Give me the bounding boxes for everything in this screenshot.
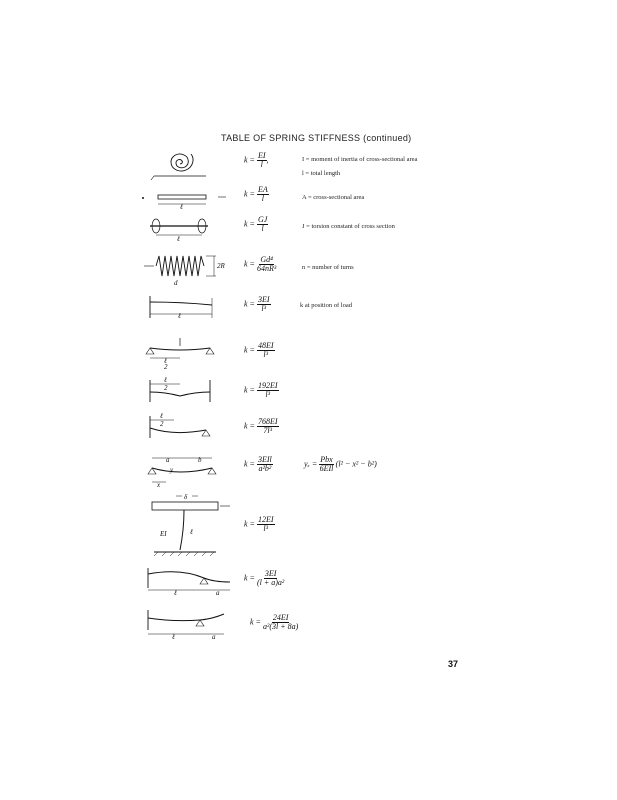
x-label: x (157, 481, 161, 489)
fraction (257, 418, 279, 436)
numerator: 12EI (257, 515, 274, 524)
overhang-figure (144, 566, 224, 598)
k-lhs: k = (244, 155, 255, 165)
numerator: 768EI (257, 417, 278, 426)
k-formula (244, 152, 269, 170)
note-area: A = cross-sectional area (302, 194, 365, 201)
page-number: 37 (448, 659, 459, 669)
axial-rod-icon (140, 188, 230, 210)
length-label: ℓ (174, 589, 177, 597)
offset-load-beam-icon (144, 452, 224, 488)
fraction (257, 256, 276, 274)
guided-column-figure (140, 494, 220, 558)
k-formula (244, 570, 284, 588)
length-label: ℓ (190, 528, 193, 536)
k-formula (244, 296, 271, 314)
denominator: l³ (263, 524, 269, 534)
denominator: 64nR³ (256, 264, 277, 274)
k-lhs: k = (244, 299, 255, 309)
half-label: 2 (164, 363, 168, 371)
a-label: a (212, 633, 216, 641)
simply-supported-beam-icon (144, 338, 218, 370)
guided-column-icon (140, 494, 232, 558)
note-inertia: I = moment of inertia of cross-sectional area (302, 156, 418, 163)
wire-diameter-label: d (174, 279, 178, 287)
numerator: 192EI (257, 381, 278, 390)
k-lhs: k = (244, 459, 255, 469)
cantilever-figure (144, 296, 224, 324)
length-label: ℓ (177, 235, 180, 243)
note-length: l = total length (302, 170, 341, 177)
k-lhs: k = (244, 189, 255, 199)
k-lhs: k = (244, 573, 255, 583)
simply-supported-figure (144, 338, 224, 370)
denominator: l (260, 160, 263, 170)
k-formula (244, 256, 276, 274)
numerator: Gd⁴ (260, 255, 273, 264)
offset-load-figure (144, 452, 224, 488)
length-label: ℓ (172, 633, 175, 641)
cantilever-beam-icon (144, 296, 218, 324)
fixed-pinned-figure (144, 412, 224, 442)
denominator: a²b² (258, 464, 272, 474)
fraction (257, 516, 275, 534)
fraction (319, 456, 333, 474)
denominator: 7l³ (263, 426, 273, 436)
propped-overhang-figure (144, 608, 224, 642)
k-formula (250, 614, 298, 632)
fraction (257, 186, 269, 204)
spiral-spring-icon (150, 146, 210, 182)
delta-label: δ (184, 493, 188, 501)
k-formula (244, 456, 273, 474)
deflection-tail: (l² − x² − b²) (335, 459, 377, 469)
b-label: b (198, 456, 202, 464)
radius-label: 2R (217, 262, 225, 270)
numerator: Pbx (320, 455, 333, 464)
numerator: 3EI (264, 569, 277, 578)
denominator: l (261, 194, 264, 204)
axial-rod-figure (140, 188, 220, 210)
k-lhs: k = (244, 421, 255, 431)
table-title: TABLE OF SPRING STIFFNESS (continued) (221, 133, 412, 143)
fraction (257, 570, 284, 588)
torsion-bar-figure (144, 216, 224, 242)
fraction (257, 342, 275, 360)
denominator: l³ (263, 350, 269, 360)
numerator: GJ (257, 215, 268, 224)
denominator: 6EIl (319, 464, 334, 474)
propped-overhang-beam-icon (144, 608, 236, 642)
note-turns: n = number of turns (302, 264, 354, 271)
denominator: l³ (265, 390, 271, 400)
a-label: a (216, 589, 220, 597)
k-formula (244, 418, 279, 436)
k-lhs: k = (244, 259, 255, 269)
fraction (257, 152, 267, 170)
deflection-lhs: yₓ = (304, 459, 318, 469)
spiral-spring-figure (150, 146, 230, 182)
fixed-fixed-beam-icon (144, 376, 218, 406)
fixed-fixed-figure (144, 376, 224, 406)
deflection-formula (304, 456, 377, 474)
k-formula (244, 186, 269, 204)
y-label: y (170, 466, 174, 474)
k-tail: , (266, 155, 269, 165)
numerator: 3EIl (257, 455, 272, 464)
k-lhs: k = (244, 345, 255, 355)
denominator: l³ (261, 304, 267, 314)
fraction (257, 296, 271, 314)
length-label: ℓ (180, 203, 183, 211)
length-label: ℓ (178, 312, 181, 320)
length-label: ℓ (160, 412, 163, 420)
denominator: l (261, 224, 264, 234)
denominator: a²(3l + 8a) (262, 622, 299, 632)
coil-spring-figure (144, 252, 224, 288)
k-lhs: k = (250, 617, 261, 627)
torsion-bar-icon (144, 216, 214, 242)
fraction (257, 382, 279, 400)
coil-spring-icon (144, 252, 236, 288)
fraction (257, 456, 273, 474)
denominator: (l + a)a² (256, 578, 285, 588)
numerator: 24EI (272, 613, 289, 622)
k-lhs: k = (244, 219, 255, 229)
numerator: EA (257, 185, 268, 194)
note-torsion-constant: J = torsion constant of cross section (302, 223, 395, 230)
numerator: EI (257, 151, 266, 160)
numerator: 48EI (257, 341, 274, 350)
k-lhs: k = (244, 519, 255, 529)
k-formula (244, 216, 268, 234)
fraction (257, 216, 268, 234)
overhang-beam-icon (144, 566, 236, 598)
length-label: ℓ (164, 376, 167, 384)
k-formula (244, 382, 279, 400)
a-label: a (166, 456, 170, 464)
k-formula (244, 342, 275, 360)
ei-label: EI (160, 530, 167, 538)
k-formula (244, 516, 275, 534)
half-label: 2 (160, 420, 164, 428)
note-load-position: k at position of load (300, 302, 352, 309)
half-label: 2 (164, 384, 168, 392)
fraction (263, 614, 298, 632)
k-lhs: k = (244, 385, 255, 395)
numerator: 3EI (257, 295, 270, 304)
length-label: ℓ (164, 357, 167, 365)
fixed-pinned-beam-icon (144, 412, 218, 442)
